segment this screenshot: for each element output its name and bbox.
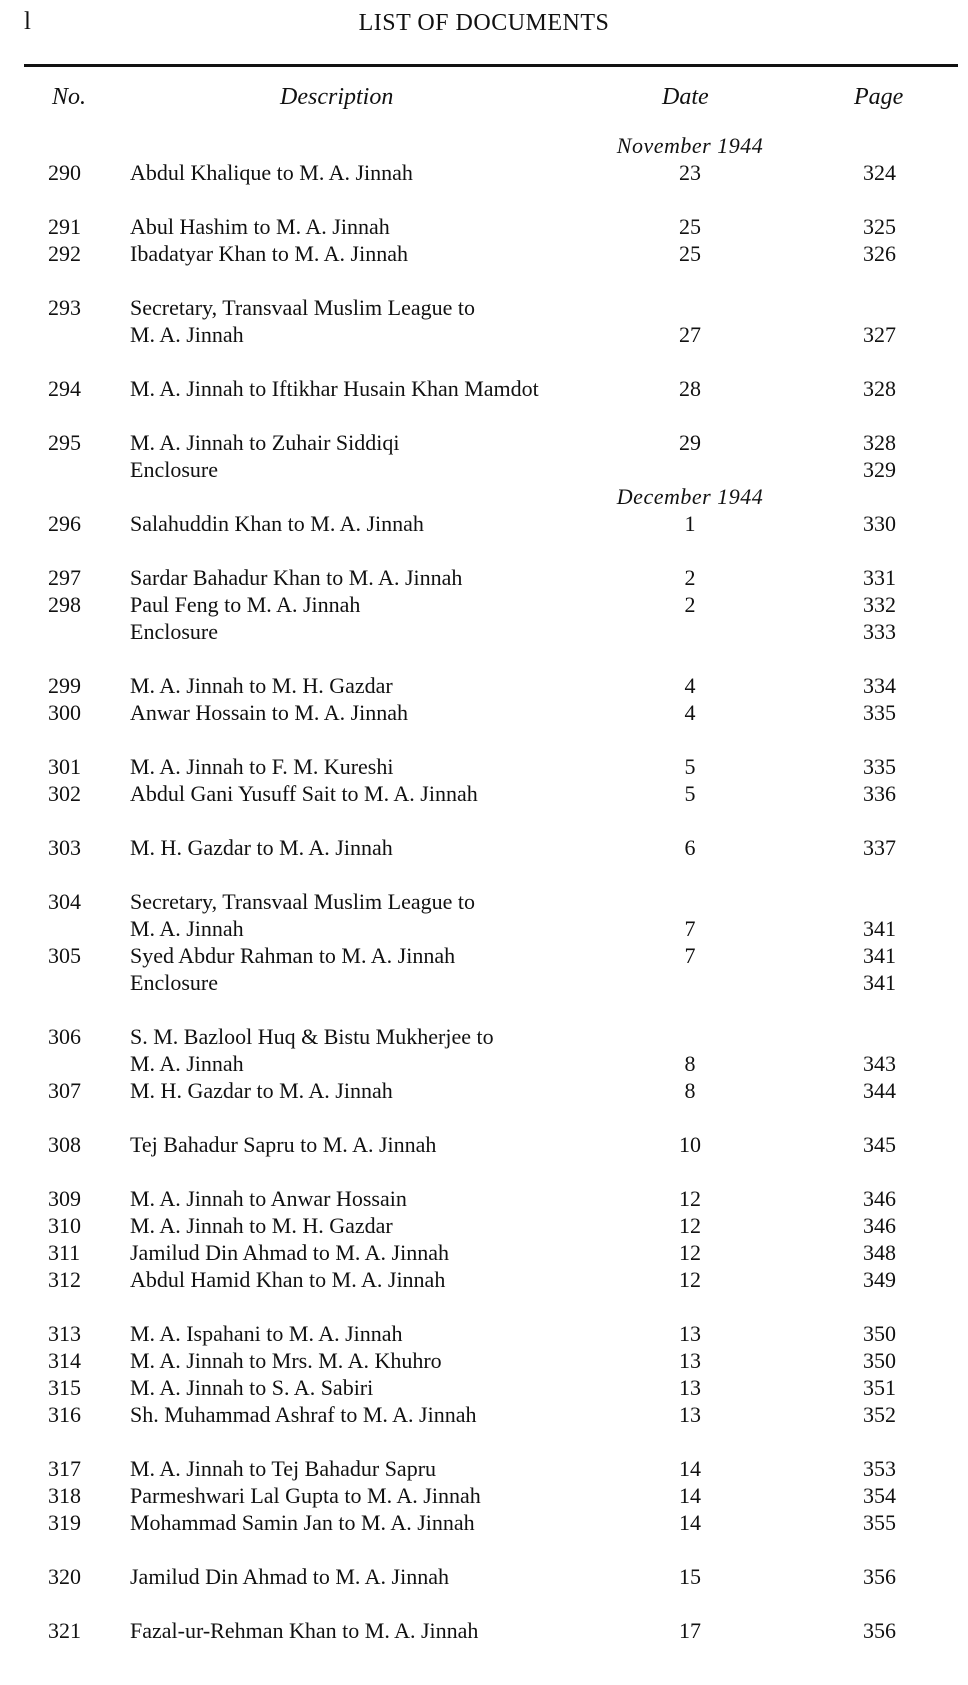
document-entry [0, 1563, 968, 1590]
document-date: 25 [679, 214, 701, 239]
row-spacer [0, 348, 968, 375]
document-date: 15 [679, 1564, 701, 1589]
document-description: Secretary, Transvaal Muslim League to [130, 295, 475, 320]
document-entry [0, 1509, 968, 1536]
document-page: 334 [863, 673, 896, 698]
document-page: 343 [863, 1051, 896, 1076]
document-page: 356 [863, 1564, 896, 1589]
document-description: M. A. Jinnah to Zuhair Siddiqi [130, 430, 400, 455]
document-description: Enclosure [130, 970, 218, 995]
document-number: 304 [48, 889, 81, 914]
document-entry [0, 1266, 968, 1293]
document-date: 8 [684, 1078, 696, 1103]
row-spacer [0, 1428, 968, 1455]
document-description: M. A. Jinnah to Tej Bahadur Sapru [130, 1456, 437, 1481]
document-date: 2 [684, 592, 696, 617]
document-entry [0, 1131, 968, 1158]
document-entry [0, 834, 968, 861]
row-spacer [0, 1158, 968, 1185]
document-number: 310 [48, 1213, 81, 1238]
document-page: 328 [863, 376, 896, 401]
document-date: 17 [679, 1618, 701, 1643]
document-page: 335 [863, 700, 896, 725]
document-entry-continuation [0, 1050, 968, 1077]
document-date: 4 [684, 700, 696, 725]
document-entry-continuation [0, 969, 968, 996]
document-page: 341 [863, 943, 896, 968]
document-number: 307 [48, 1078, 81, 1103]
document-description: Paul Feng to M. A. Jinnah [130, 592, 361, 617]
document-entry [0, 375, 968, 402]
document-number: 302 [48, 781, 81, 806]
document-description: Enclosure [130, 457, 218, 482]
document-page: 354 [863, 1483, 896, 1508]
document-page: 356 [863, 1618, 896, 1643]
document-entry [0, 429, 968, 456]
row-spacer [0, 537, 968, 564]
document-number: 295 [48, 430, 81, 455]
document-page: 352 [863, 1402, 896, 1427]
document-number: 294 [48, 376, 81, 401]
document-number: 298 [48, 592, 81, 617]
document-page: 331 [863, 565, 896, 590]
document-page: 341 [863, 916, 896, 941]
row-spacer [0, 186, 968, 213]
row-spacer [0, 1590, 968, 1617]
row-spacer [0, 267, 968, 294]
document-description: M. A. Jinnah to Mrs. M. A. Khuhro [130, 1348, 442, 1373]
document-page: 326 [863, 241, 896, 266]
document-entry [0, 1239, 968, 1266]
document-page: 345 [863, 1132, 896, 1157]
document-number: 315 [48, 1375, 81, 1400]
row-spacer [0, 807, 968, 834]
document-date: 8 [684, 1051, 696, 1076]
document-description: M. A. Jinnah to S. A. Sabiri [130, 1375, 374, 1400]
document-date: 12 [679, 1240, 701, 1265]
document-page: 349 [863, 1267, 896, 1292]
document-date: 1 [684, 511, 696, 536]
document-entry [0, 780, 968, 807]
document-page: 325 [863, 214, 896, 239]
document-number: 290 [48, 160, 81, 185]
document-number: 317 [48, 1456, 81, 1481]
document-number: 316 [48, 1402, 81, 1427]
document-entry [0, 240, 968, 267]
document-entry [0, 1347, 968, 1374]
page-folio: l [24, 8, 31, 35]
document-entry [0, 1617, 968, 1644]
document-entry [0, 753, 968, 780]
document-number: 308 [48, 1132, 81, 1157]
document-number: 306 [48, 1024, 81, 1049]
document-number: 319 [48, 1510, 81, 1535]
row-spacer [0, 996, 968, 1023]
document-description: M. A. Jinnah to Anwar Hossain [130, 1186, 407, 1211]
row-spacer [0, 1104, 968, 1131]
document-entry [0, 1401, 968, 1428]
document-page: 330 [863, 511, 896, 536]
document-date: 13 [679, 1402, 701, 1427]
document-entry [0, 1185, 968, 1212]
document-description: Anwar Hossain to M. A. Jinnah [130, 700, 409, 725]
document-entry [0, 564, 968, 591]
document-entry [0, 1023, 968, 1050]
document-description: Abdul Khalique to M. A. Jinnah [130, 160, 413, 185]
document-description: M. A. Jinnah [130, 1051, 244, 1076]
document-number: 291 [48, 214, 81, 239]
document-entry [0, 888, 968, 915]
row-spacer [0, 1536, 968, 1563]
document-date: 23 [679, 160, 701, 185]
document-entry-continuation [0, 618, 968, 645]
document-number: 314 [48, 1348, 81, 1373]
document-date: 12 [679, 1186, 701, 1211]
document-entry [0, 294, 968, 321]
document-number: 301 [48, 754, 81, 779]
document-page: 350 [863, 1321, 896, 1346]
document-number: 305 [48, 943, 81, 968]
document-page: 344 [863, 1078, 896, 1103]
document-page: 351 [863, 1375, 896, 1400]
document-page: 336 [863, 781, 896, 806]
row-spacer [0, 645, 968, 672]
document-entry-continuation [0, 321, 968, 348]
document-number: 313 [48, 1321, 81, 1346]
document-description: Secretary, Transvaal Muslim League to [130, 889, 475, 914]
document-date: 7 [684, 943, 696, 968]
document-date: 13 [679, 1375, 701, 1400]
header-rule [24, 64, 958, 67]
document-page: 333 [863, 619, 896, 644]
document-number: 309 [48, 1186, 81, 1211]
document-date: 5 [684, 754, 696, 779]
document-number: 297 [48, 565, 81, 590]
column-header-no: No. [52, 84, 87, 110]
row-spacer [0, 726, 968, 753]
document-date: 28 [679, 376, 701, 401]
document-description: Enclosure [130, 619, 218, 644]
month-heading [0, 483, 968, 510]
document-entry [0, 672, 968, 699]
document-description: M. H. Gazdar to M. A. Jinnah [130, 835, 393, 860]
document-description: M. A. Jinnah [130, 916, 244, 941]
document-date: 14 [679, 1456, 701, 1481]
document-entry-continuation [0, 915, 968, 942]
document-description: Jamilud Din Ahmad to M. A. Jinnah [130, 1564, 449, 1589]
document-description: M. A. Jinnah to F. M. Kureshi [130, 754, 394, 779]
document-description: M. A. Jinnah to Iftikhar Husain Khan Mamdot [130, 376, 539, 401]
document-date: 4 [684, 673, 696, 698]
document-page: 327 [863, 322, 896, 347]
document-page: 328 [863, 430, 896, 455]
document-number: 293 [48, 295, 81, 320]
document-entry [0, 213, 968, 240]
document-page: 353 [863, 1456, 896, 1481]
document-description: M. A. Jinnah to M. H. Gazdar [130, 1213, 393, 1238]
document-date: 12 [679, 1213, 701, 1238]
document-description: Ibadatyar Khan to M. A. Jinnah [130, 241, 408, 266]
month-label: December 1944 [616, 484, 764, 509]
document-page: 355 [863, 1510, 896, 1535]
document-description: Sh. Muhammad Ashraf to M. A. Jinnah [130, 1402, 477, 1427]
document-number: 299 [48, 673, 81, 698]
document-page: 335 [863, 754, 896, 779]
month-heading [0, 132, 968, 159]
document-number: 321 [48, 1618, 81, 1643]
document-entry-continuation [0, 456, 968, 483]
document-date: 13 [679, 1348, 701, 1373]
page-title: LIST OF DOCUMENTS [358, 10, 610, 36]
document-page: 337 [863, 835, 896, 860]
document-description: Abdul Gani Yusuff Sait to M. A. Jinnah [130, 781, 478, 806]
document-entry [0, 942, 968, 969]
document-date: 13 [679, 1321, 701, 1346]
document-date: 27 [679, 322, 701, 347]
row-spacer [0, 402, 968, 429]
document-entry [0, 1455, 968, 1482]
document-number: 312 [48, 1267, 81, 1292]
document-date: 2 [684, 565, 696, 590]
document-page: 329 [863, 457, 896, 482]
document-description: M. H. Gazdar to M. A. Jinnah [130, 1078, 393, 1103]
document-entry [0, 591, 968, 618]
document-page: 324 [863, 160, 896, 185]
document-number: 303 [48, 835, 81, 860]
document-entry [0, 1374, 968, 1401]
document-description: Fazal-ur-Rehman Khan to M. A. Jinnah [130, 1618, 479, 1643]
document-entry [0, 1077, 968, 1104]
document-page: 341 [863, 970, 896, 995]
document-date: 14 [679, 1483, 701, 1508]
document-description: Jamilud Din Ahmad to M. A. Jinnah [130, 1240, 449, 1265]
document-description: Parmeshwari Lal Gupta to M. A. Jinnah [130, 1483, 481, 1508]
document-description: S. M. Bazlool Huq & Bistu Mukherjee to [130, 1024, 494, 1049]
document-date: 12 [679, 1267, 701, 1292]
document-entry [0, 1482, 968, 1509]
document-entry [0, 1320, 968, 1347]
document-description: M. A. Jinnah [130, 322, 244, 347]
document-date: 25 [679, 241, 701, 266]
document-number: 320 [48, 1564, 81, 1589]
document-description: Syed Abdur Rahman to M. A. Jinnah [130, 943, 456, 968]
document-number: 300 [48, 700, 81, 725]
document-date: 14 [679, 1510, 701, 1535]
document-number: 296 [48, 511, 81, 536]
column-header-description: Description [280, 84, 394, 110]
document-page: 348 [863, 1240, 896, 1265]
document-description: Salahuddin Khan to M. A. Jinnah [130, 511, 424, 536]
document-description: Abdul Hamid Khan to M. A. Jinnah [130, 1267, 446, 1292]
document-number: 292 [48, 241, 81, 266]
column-header-page: Page [854, 84, 904, 110]
document-description: Abul Hashim to M. A. Jinnah [130, 214, 390, 239]
document-date: 10 [679, 1132, 701, 1157]
document-entry [0, 699, 968, 726]
document-description: Tej Bahadur Sapru to M. A. Jinnah [130, 1132, 437, 1157]
document-description: Sardar Bahadur Khan to M. A. Jinnah [130, 565, 463, 590]
document-date: 7 [684, 916, 696, 941]
document-entry [0, 510, 968, 537]
month-label: November 1944 [616, 133, 764, 158]
document-description: M. A. Jinnah to M. H. Gazdar [130, 673, 393, 698]
column-header-date: Date [662, 84, 709, 110]
document-entry [0, 1212, 968, 1239]
row-spacer [0, 861, 968, 888]
document-page: 346 [863, 1213, 896, 1238]
document-date: 5 [684, 781, 696, 806]
document-page: 350 [863, 1348, 896, 1373]
row-spacer [0, 1293, 968, 1320]
document-description: M. A. Ispahani to M. A. Jinnah [130, 1321, 403, 1346]
document-date: 29 [679, 430, 701, 455]
document-entry [0, 159, 968, 186]
document-description: Mohammad Samin Jan to M. A. Jinnah [130, 1510, 475, 1535]
document-number: 318 [48, 1483, 81, 1508]
document-page: 332 [863, 592, 896, 617]
document-page: 346 [863, 1186, 896, 1211]
document-list [0, 132, 968, 1644]
document-date: 6 [684, 835, 696, 860]
document-number: 311 [48, 1240, 81, 1265]
